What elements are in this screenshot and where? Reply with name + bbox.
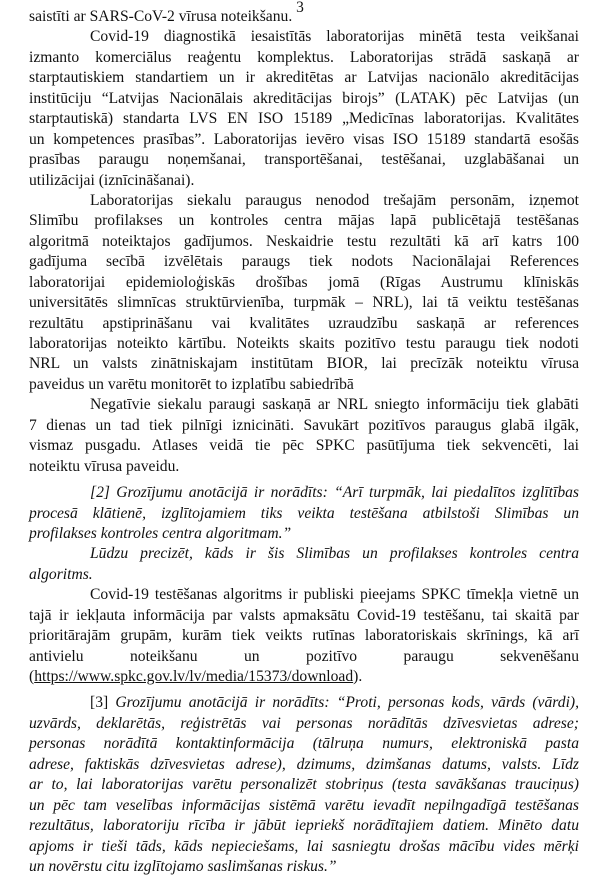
text-line: algoritms. [29, 565, 93, 583]
text-line: starptautiskā) standarta LVS EN ISO 15189 „Medicīnas laboratorijas. Kvalitātes [29, 110, 579, 128]
text-segment: [3] [90, 694, 116, 712]
text-line: Covid-19 diagnostikā iesaistītās laboratorijas minētā testa veikšanai [90, 28, 579, 46]
text-line: gadījuma secībā izvēlētais paraugs tiek nodots Nacionālajai References [29, 253, 579, 271]
text-line: uzvārds, deklarētās, reģistrētās vai personas norādītās dzīvesvietas adrese; [29, 714, 579, 732]
text-segment: ( [29, 668, 35, 685]
text-line: rezultātus, laboratoriju rīcība ir jābūt iepriekš norādītajiem datiem. Minēto datu [29, 817, 579, 835]
text-line: un kompetences prasības”. Laboratorijas ievēro visas ISO 15189 standartā esošās [29, 130, 579, 148]
text-segment: Grozījumu anotācijā ir norādīts: “Proti, personas kods, vārds (vārdi), [115, 694, 579, 712]
text-line [29, 693, 579, 713]
text-line: starptautiskiem standartiem un ir akreditētas ar Latvijas nacionālo akreditācijas [29, 69, 579, 87]
text-line: laboratorijai epidemioloģiskās drošības jomā (Rīgas Austrumu klīniskās [29, 273, 579, 291]
text-line: laboratorijas noteikto kārtību. Noteikts skaits pozitīvo testu paraugu tiek nodoti [29, 335, 579, 352]
text-line: [2] Grozījumu anotācijā ir norādīts: “Arī turpmāk, lai piedalītos izglītības [90, 484, 579, 502]
text-line: un pēc tam veselības informācijas sistēmā varētu ievadīt nepilngadīgā testēšanas [29, 796, 579, 814]
text-segment: ). [353, 668, 363, 685]
paragraph [29, 191, 579, 395]
paragraph [29, 27, 579, 191]
url-link[interactable]: https://www.spkc.gov.lv/lv/media/15373/download [34, 668, 354, 685]
text-line: institūciju “Latvijas Nacionālais akreditācijas birojs” (LATAK) pēc Latvijas (un [29, 89, 579, 107]
text-line: adrese, faktiskās dzīvesvietas adrese), dzimums, dzimšanas datums, valsts. Līdz [29, 755, 579, 773]
text-line: profilakses kontroles centra algoritmam.” [29, 524, 292, 542]
text-line: Lūdzu precizēt, kāds ir šis Slimības un profilakses kontroles centra [90, 545, 579, 563]
text-line: vismaz pusgadu. Atlases veidā tie pēc SPKC pasūtījuma tiek sekvencēti, lai [29, 437, 579, 455]
text-line: NRL un valsts zinātniskajam institūtam BIOR, lai precīzāk noteiktu vīrusa [29, 355, 579, 373]
page-number: 3 [296, 0, 304, 16]
text-line: Negatīvie siekalu paraugi saskaņā ar NRL sniegto informāciju tiek glabāti [90, 396, 579, 414]
paragraph [29, 544, 579, 585]
text-line: ar to, lai laboratorijas varētu personalizēt stobriņus (testa savākšanas trauciņus) [29, 776, 579, 794]
paragraph [29, 483, 579, 544]
text-line: universitātēs slimnīcas struktūrvienība, turpmāk – NRL), lai tā veiktu testēšanas [29, 294, 579, 312]
paragraph [29, 7, 579, 27]
text-line: antivielu noteikšanu un pozitīvo paraugu sekvenēšanu [29, 647, 579, 665]
text-line: apjoms ir tieši tāds, kāds nepieciešams, lai sasniegtu drošas mācību vides mērķi [29, 837, 579, 855]
text-line: Slimību profilakses un kontroles centra mājas lapā publicētajā testēšanas [29, 212, 579, 230]
text-line: un novērstu citu izglītojamo saslimšanas riskus.” [29, 857, 337, 875]
text-line: prioritārajām grupām, kurām tiek veikts rutīnas laboratoriskais skrīnings, kā arī [29, 627, 579, 645]
text-line: tajā ir iekļauta informācija par valsts apmaksātu Covid-19 testēšanu, tai skaitā par [29, 606, 579, 624]
text-line: izmanto komerciālus reaģentu komplektus. Laboratorijas strādā saskaņā ar [29, 48, 579, 66]
text-line: saistīti ar SARS-CoV-2 vīrusa noteikšanu. [29, 8, 293, 25]
text-line [29, 667, 579, 687]
text-line: algoritmā noteiktajos gadījumos. Neskaidrie testu rezultāti kā arī katrs 100 [29, 232, 579, 250]
text-line: personas norādītā kontaktinformācija (tālruņa numurs, elektroniskā pasta [29, 735, 579, 753]
text-line: procesā klātienē, izglītojamiem tiks veikta testēšana atbilstoši Slimības un [29, 504, 579, 522]
paragraph [29, 395, 579, 477]
document-body [29, 7, 579, 877]
paragraph [29, 693, 579, 877]
text-line: prasības paraugu noņemšanai, transportēšanai, testēšanai, uzglabāšanai un [29, 151, 579, 169]
text-line: rezultātu apstiprināšanu vai kvalitātes uzraudzību saskaņā ar references [29, 314, 579, 332]
text-line: Covid-19 testēšanas algoritms ir publiski pieejams SPKC tīmekļa vietnē un [90, 586, 579, 604]
text-line: noteiktu vīrusa paveidu. [29, 457, 180, 475]
text-line: utilizācijai (iznīcināšanai). [29, 171, 195, 189]
paragraph [29, 585, 579, 687]
text-line: 7 dienas un tad tiek pilnīgi iznicināti. Savukārt pozitīvos paraugus glabā ilgāk, [29, 416, 579, 434]
text-line: Laboratorijas siekalu paraugus nenodod trešajām personām, izņemot [90, 191, 579, 209]
text-line: paveidus un varētu monitorēt to izplatību sabiedrībā [29, 375, 354, 393]
